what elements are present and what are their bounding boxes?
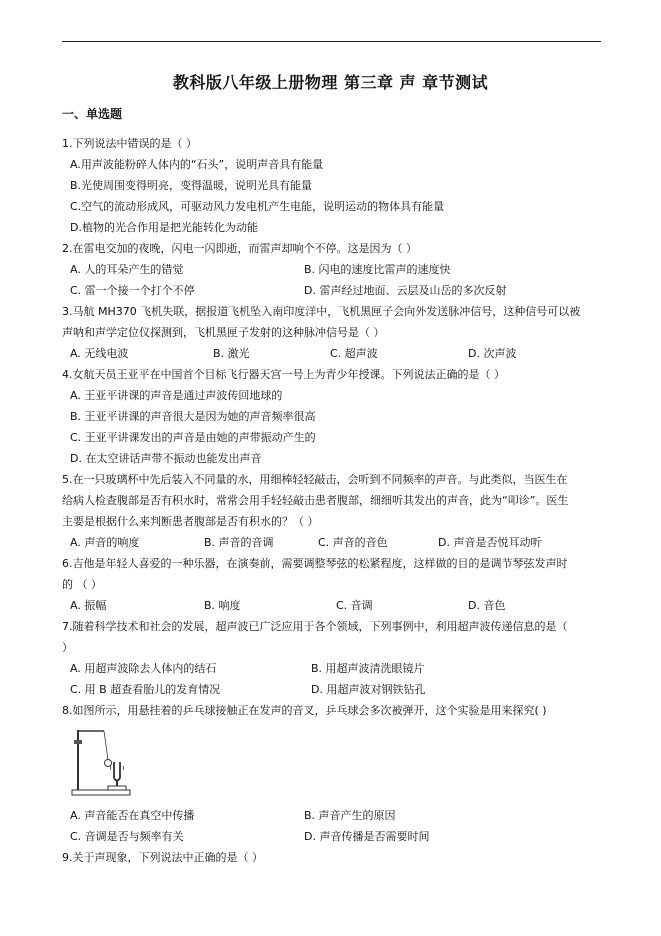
question-7-stem-line-1: 7.随着科学技术和社会的发展，超声波已广泛应用于各个领域，下列事例中，利用超声波传递信息的是（ [62,620,568,633]
question-2-option-a[interactable]: A. 人的耳朵产生的错觉 [70,263,184,276]
question-1-option-d[interactable]: D.植物的光合作用是把光能转化为动能 [70,221,258,234]
question-8-stem: 8.如图所示，用悬挂着的乒乓球接触正在发声的音叉，乒乓球会多次被弹开，这个实验是用来探究( ) [62,704,547,717]
question-1-option-a[interactable]: A.用声波能粉碎人体内的“石头”，说明声音具有能量 [70,158,324,171]
question-4-option-c[interactable]: C. 王亚平讲课发出的声音是由她的声带振动产生的 [70,431,316,444]
question-7-option-a[interactable]: A. 用超声波除去人体内的结石 [70,662,217,675]
question-7-option-b[interactable]: B. 用超声波清洗眼镜片 [311,662,425,675]
question-6-option-b[interactable]: B. 响度 [204,599,241,612]
question-9-stem: 9.关于声现象，下列说法中正确的是（ ） [62,851,263,864]
question-2-option-c[interactable]: C. 雷一个接一个打个不停 [70,284,195,297]
question-5-stem-line-1: 5.在一只玻璃杯中先后装入不同量的水，用细棒轻轻敲击，会听到不同频率的声音。与此类似，当医生在 [62,473,568,486]
question-3-stem-line-2: 声呐和声学定位仪探测到，飞机黑匣子发射的这种脉冲信号是（ ） [62,326,385,339]
question-2-stem: 2.在雷电交加的夜晚，闪电一闪即逝，而雷声却响个不停。这是因为（ ） [62,242,417,255]
question-5-stem-line-2: 给病人检查腹部是否有积水时，常常会用手轻轻敲击患者腹部，细细听其发出的声音，此为“叩诊”。医生 [62,494,569,507]
question-5-option-a[interactable]: A. 声音的响度 [70,536,140,549]
question-6-option-a[interactable]: A. 振幅 [70,599,107,612]
question-8-option-c[interactable]: C. 音调是否与频率有关 [70,830,184,843]
question-1-option-b[interactable]: B.光使周围变得明亮，变得温暖，说明光具有能量 [70,179,313,192]
question-8-option-a[interactable]: A. 声音能否在真空中传播 [70,809,195,822]
question-3-option-c[interactable]: C. 超声波 [330,347,378,360]
question-4-option-a[interactable]: A. 王亚平讲课的声音是通过声波传回地球的 [70,389,283,402]
question-4-option-b[interactable]: B. 王亚平讲课的声音很大是因为她的声音频率很高 [70,410,316,423]
question-5-option-c[interactable]: C. 声音的音色 [318,536,388,549]
question-7-stem-line-2: ） [62,641,73,654]
question-6-option-c[interactable]: C. 音调 [336,599,373,612]
question-3-option-d[interactable]: D. 次声波 [468,347,517,360]
question-5-option-b[interactable]: B. 声音的音调 [204,536,274,549]
header-rule [62,41,601,42]
question-6-option-d[interactable]: D. 音色 [468,599,506,612]
question-1-option-c[interactable]: C.空气的流动形成风，可驱动风力发电机产生电能，说明运动的物体具有能量 [70,200,445,213]
question-8-option-d[interactable]: D. 声音传播是否需要时间 [304,830,430,843]
question-2-option-d[interactable]: D. 雷声经过地面、云层及山岳的多次反射 [304,284,507,297]
question-1-stem: 1.下列说法中错误的是（ ） [62,137,197,150]
question-6-stem-line-1: 6.吉他是年轻人喜爱的一种乐器，在演奏前，需要调整琴弦的松紧程度，这样做的目的是调节琴弦发声时 [62,557,568,570]
question-2-option-b[interactable]: B. 闪电的速度比雷声的速度快 [304,263,451,276]
section-heading: 一、单选题 [62,107,123,121]
question-3-stem-line-1: 3.马航 MH370 飞机失联，据报道飞机坠入南印度洋中，飞机黑匣子会向外发送脉冲信号，这种信号可以被 [62,305,581,318]
question-5-option-d[interactable]: D. 声音是否悦耳动听 [438,536,542,549]
page-title: 教科版八年级上册物理 第三章 声 章节测试 [172,73,489,92]
question-7-option-c[interactable]: C. 用 B 超查看胎儿的发育情况 [70,683,221,696]
question-3-option-a[interactable]: A. 无线电波 [70,347,129,360]
question-6-stem-line-2: 的 （ ） [62,578,102,591]
question-4-option-d[interactable]: D. 在太空讲话声带不振动也能发出声音 [70,452,262,465]
question-5-stem-line-3: 主要是根据什么来判断患者腹部是否有积水的？（ ） [62,515,319,528]
question-3-option-b[interactable]: B. 激光 [213,347,250,360]
question-7-option-d[interactable]: D. 用超声波对钢铁钻孔 [311,683,426,696]
tuning-fork-figure [70,722,132,798]
question-4-stem: 4.女航天员王亚平在中国首个目标飞行器天宫一号上为青少年授课。下列说法正确的是（ ） [62,368,505,381]
question-8-option-b[interactable]: B. 声音产生的原因 [304,809,396,822]
